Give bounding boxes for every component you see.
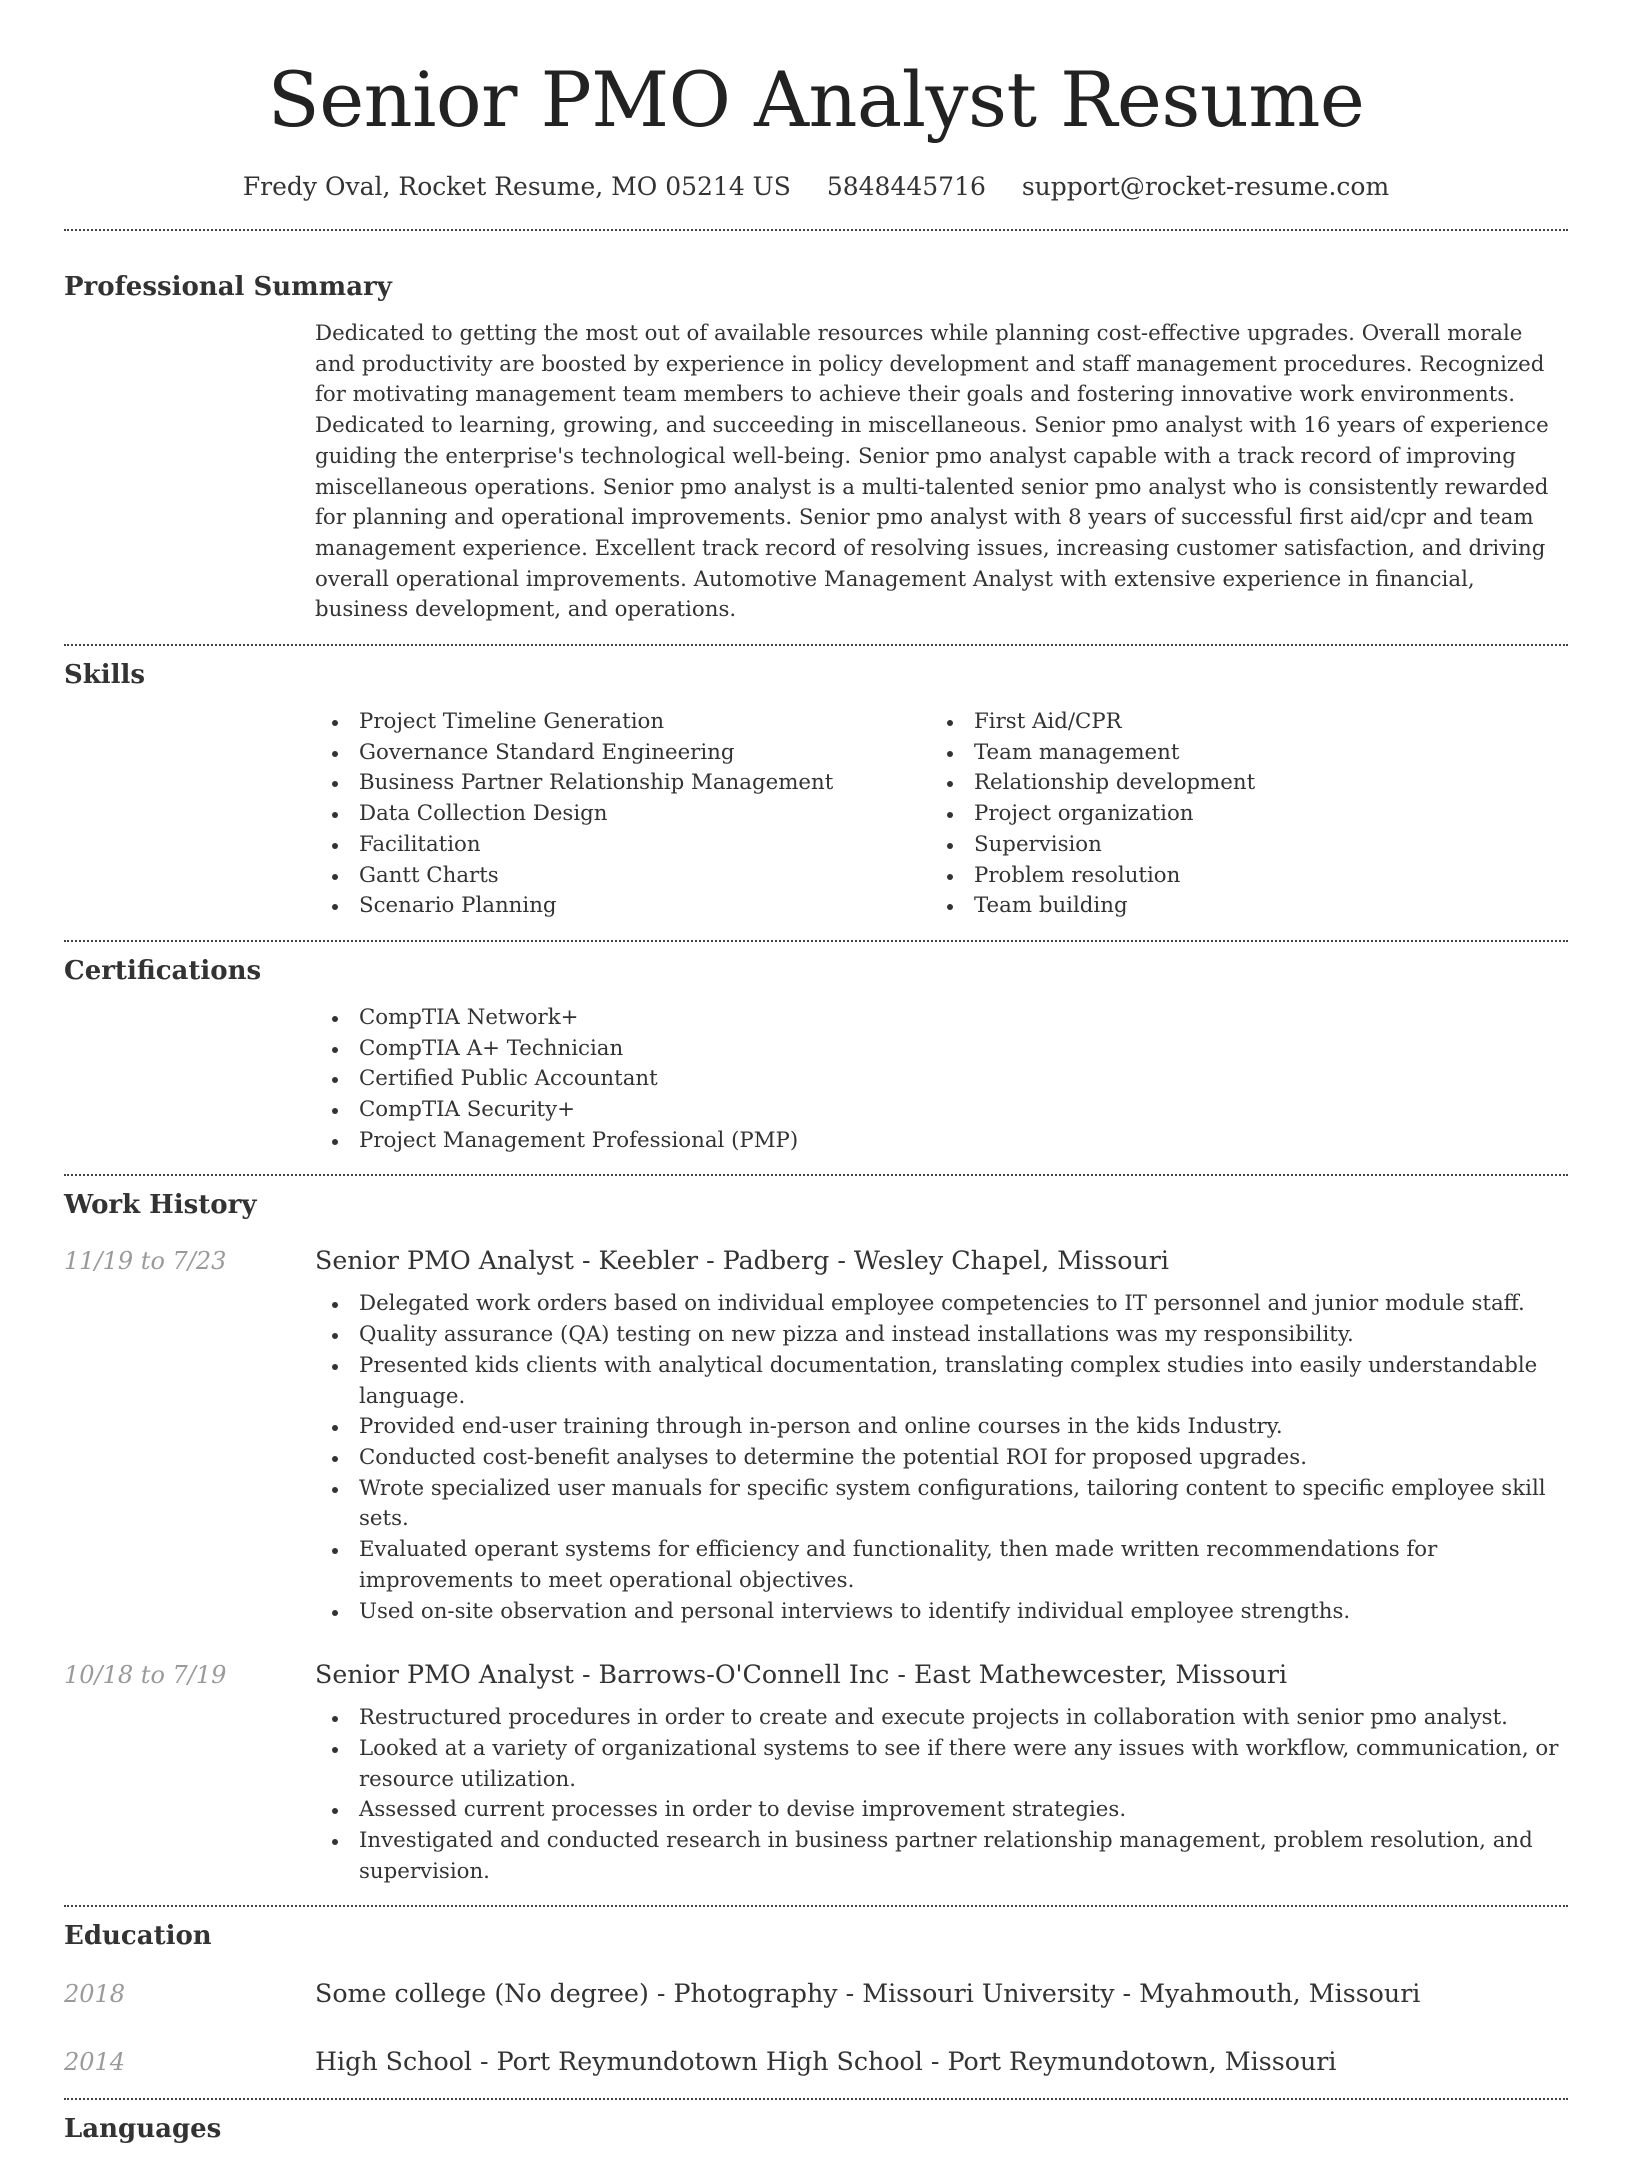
contact-address: Fredy Oval, Rocket Resume, MO 05214 US <box>242 172 791 201</box>
certification-item: CompTIA Network+ <box>315 1003 1568 1034</box>
job-title: Senior PMO Analyst - Barrows-O'Connell Inc - East Mathewcester, Missouri <box>315 1660 1288 1690</box>
skill-item: Team building <box>930 891 1545 922</box>
skill-item: Supervision <box>930 830 1545 861</box>
contact-email: support@rocket-resume.com <box>1021 172 1390 201</box>
job-bullet: Looked at a variety of organizational systems to see if there were any issues with workflow, communication, or resource utilization. <box>315 1734 1568 1795</box>
certifications-section <box>64 942 1568 1175</box>
education-heading: Education <box>64 1921 212 1952</box>
certifications-list <box>315 1003 1568 1157</box>
job-entry <box>64 1243 1568 1627</box>
skill-item: Relationship development <box>930 768 1545 799</box>
job-title: Senior PMO Analyst - Keebler - Padberg - Wesley Chapel, Missouri <box>315 1246 1169 1276</box>
job-bullet: Delegated work orders based on individual employee competencies to IT personnel and junior module staff. <box>315 1289 1568 1320</box>
skills-heading: Skills <box>64 660 146 691</box>
contact-line <box>64 170 1568 204</box>
skill-item: Team management <box>930 738 1545 769</box>
job-bullet: Conducted cost-benefit analyses to determine the potential ROI for proposed upgrades. <box>315 1443 1568 1474</box>
job-entry <box>64 1657 1568 1887</box>
skill-item: Project organization <box>930 799 1545 830</box>
skills-list-left <box>315 707 930 922</box>
job-dates: 11/19 to 7/23 <box>64 1247 227 1276</box>
skill-item: Data Collection Design <box>315 799 930 830</box>
job-bullets <box>315 1703 1568 1887</box>
skills-section <box>64 646 1568 940</box>
languages-section <box>64 2100 1568 2165</box>
job-bullet: Provided end-user training through in-person and online courses in the kids Industry. <box>315 1412 1568 1443</box>
job-bullets <box>315 1289 1568 1627</box>
skill-item: Problem resolution <box>930 861 1545 892</box>
skills-grid <box>315 707 1568 922</box>
job-bullet: Investigated and conducted research in business partner relationship management, problem resolution, and supervision. <box>315 1826 1568 1887</box>
summary-heading: Professional Summary <box>64 272 392 302</box>
skill-item: Governance Standard Engineering <box>315 738 930 769</box>
certification-item: CompTIA Security+ <box>315 1095 1568 1126</box>
contact-phone: 5848445716 <box>826 172 986 201</box>
work-heading: Work History <box>64 1190 257 1221</box>
job-bullet: Assessed current processes in order to devise improvement strategies. <box>315 1795 1568 1826</box>
job-header <box>64 1243 1568 1279</box>
skill-item: Scenario Planning <box>315 891 930 922</box>
education-year: 2018 <box>64 1980 126 2009</box>
education-entry <box>64 1976 1568 2012</box>
certification-item: Project Management Professional (PMP) <box>315 1126 1568 1157</box>
certification-item: Certified Public Accountant <box>315 1064 1568 1095</box>
work-section <box>64 1176 1568 1905</box>
job-bullet: Evaluated operant systems for efficiency and functionality, then made written recommendations for improvements to meet operational objectives. <box>315 1535 1568 1596</box>
certifications-heading: Certifications <box>64 955 262 986</box>
languages-heading: Languages <box>64 2114 222 2145</box>
skill-item: First Aid/CPR <box>930 707 1545 738</box>
job-bullet: Used on-site observation and personal interviews to identify individual employee strengths. <box>315 1597 1568 1628</box>
job-dates: 10/18 to 7/19 <box>64 1661 227 1690</box>
job-bullet: Quality assurance (QA) testing on new pizza and instead installations was my responsibility. <box>315 1320 1568 1351</box>
certification-item: CompTIA A+ Technician <box>315 1034 1568 1065</box>
education-entry <box>64 2044 1568 2080</box>
skills-list-right <box>930 707 1545 922</box>
job-bullet: Restructured procedures in order to create and execute projects in collaboration with senior pmo analyst. <box>315 1703 1568 1734</box>
education-year: 2014 <box>64 2048 126 2077</box>
skill-item: Project Timeline Generation <box>315 707 930 738</box>
skill-item: Gantt Charts <box>315 861 930 892</box>
skill-item: Facilitation <box>315 830 930 861</box>
resume-title: Senior PMO Analyst Resume <box>267 55 1365 144</box>
education-section <box>64 1907 1568 2098</box>
summary-section <box>64 231 1568 644</box>
job-bullet: Presented kids clients with analytical documentation, translating complex studies into easily understandable language. <box>315 1351 1568 1412</box>
skill-item: Business Partner Relationship Management <box>315 768 930 799</box>
education-title: High School - Port Reymundotown High School - Port Reymundotown, Missouri <box>315 2047 1337 2077</box>
job-bullet: Wrote specialized user manuals for specific system configurations, tailoring content to specific employee skill sets. <box>315 1474 1568 1535</box>
job-header <box>64 1657 1568 1693</box>
education-title: Some college (No degree) - Photography - Missouri University - Myahmouth, Missouri <box>315 1979 1421 2009</box>
summary-text: Dedicated to getting the most out of available resources while planning cost-effective upgrades. Overall morale and productivity are boosted by experience in policy development and staff management procedures. Recognized for motivating management team members to achieve their goals and fostering innovative work environments. Dedicated to learning, growing, and succeeding in miscellaneous. Senior pmo analyst with 16 years of experience guiding the enterprise's technological well-being. Senior pmo analyst capable with a track record of improving miscellaneous operations. Senior pmo analyst is a multi-talented senior pmo analyst who is consistently rewarded for planning and operational improvements. Senior pmo analyst with 8 years of successful first aid/cpr and team management experience. Excellent track record of resolving issues, increasing customer satisfaction, and driving overall operational improvements. Automotive Management Analyst with extensive experience in financial, business development, and operations. <box>315 321 1549 623</box>
